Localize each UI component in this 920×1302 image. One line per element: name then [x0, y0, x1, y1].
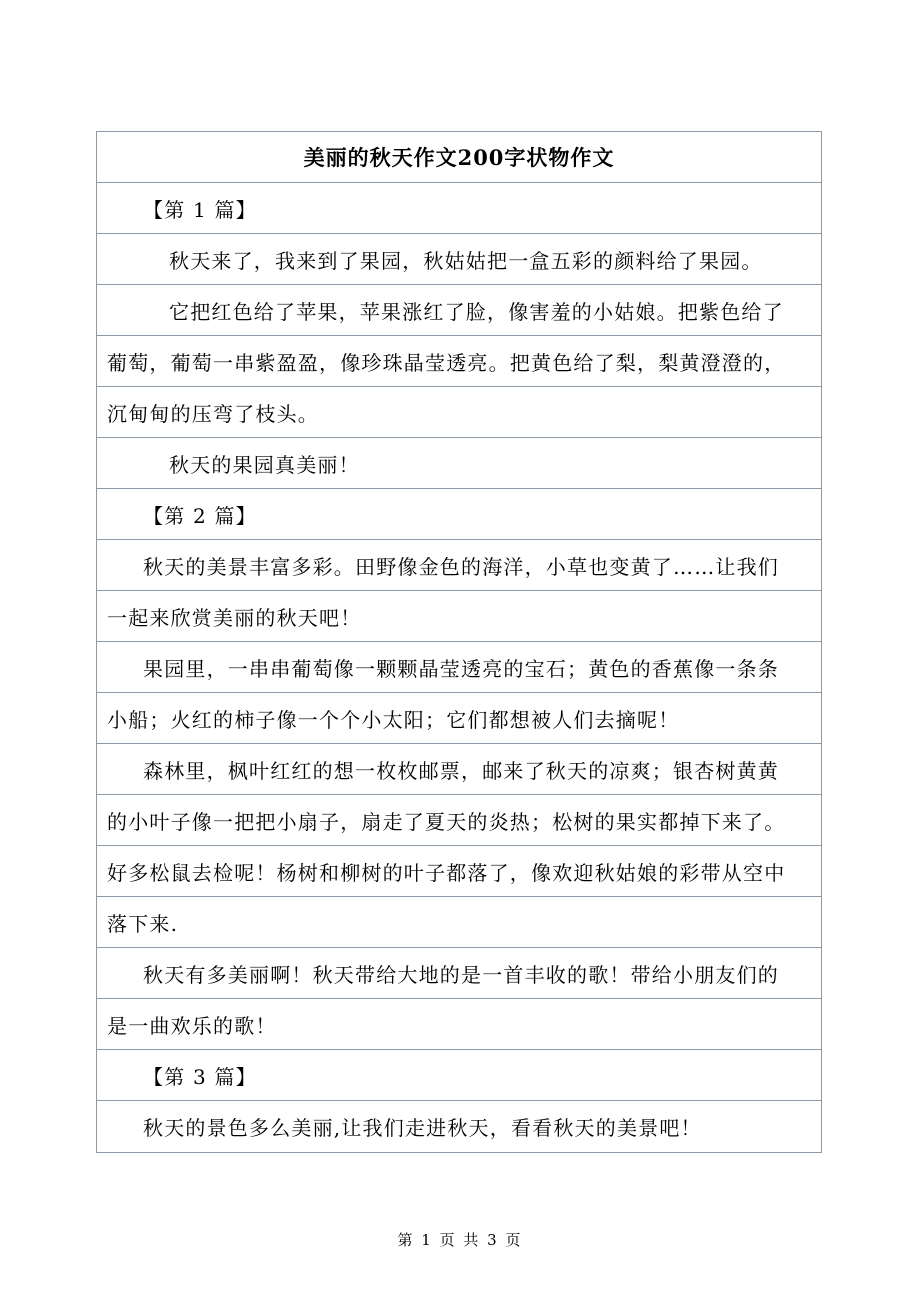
paragraph-line: 它把红色给了苹果，苹果涨红了脸，像害羞的小姑娘。把紫色给了: [97, 285, 821, 336]
section-heading-2: 【第 2 篇】: [97, 489, 821, 540]
paragraph-line: 秋天的果园真美丽！: [97, 438, 821, 489]
document-table: [96, 131, 822, 1153]
page-number-footer: 第 1 页 共 3 页: [397, 1231, 523, 1249]
document-title: 美丽的秋天作文200字状物作文: [97, 132, 821, 183]
paragraph-line: 果园里，一串串葡萄像一颗颗晶莹透亮的宝石；黄色的香蕉像一条条: [97, 642, 821, 693]
paragraph-line: 的小叶子像一把把小扇子，扇走了夏天的炎热；松树的果实都掉下来了。: [97, 795, 821, 846]
paragraph-line: 葡萄，葡萄一串紫盈盈，像珍珠晶莹透亮。把黄色给了梨，梨黄澄澄的，: [97, 336, 821, 387]
paragraph-line: 是一曲欢乐的歌！: [97, 999, 821, 1050]
paragraph-line: 秋天的美景丰富多彩。田野像金色的海洋，小草也变黄了……让我们: [97, 540, 821, 591]
paragraph-line: 秋天有多美丽啊！秋天带给大地的是一首丰收的歌！带给小朋友们的: [97, 948, 821, 999]
paragraph-line: 秋天的景色多么美丽,让我们走进秋天，看看秋天的美景吧！: [143, 1116, 702, 1140]
paragraph-line: 小船；火红的柿子像一个个小太阳；它们都想被人们去摘呢！: [97, 693, 821, 744]
paragraph-line: 一起来欣赏美丽的秋天吧！: [97, 591, 821, 642]
paragraph-line: 好多松鼠去检呢！杨树和柳树的叶子都落了，像欢迎秋姑娘的彩带从空中: [97, 846, 821, 897]
section-heading-3: 【第 3 篇】: [97, 1050, 821, 1101]
section-heading-1: 【第 1 篇】: [97, 183, 821, 234]
paragraph-line: 秋天来了，我来到了果园，秋姑姑把一盒五彩的颜料给了果园。: [97, 234, 821, 285]
paragraph-line: 落下来.: [97, 897, 821, 948]
paragraph-line: 森林里，枫叶红红的想一枚枚邮票，邮来了秋天的凉爽；银杏树黄黄: [97, 744, 821, 795]
paragraph-line: 沉甸甸的压弯了枝头。: [97, 387, 821, 438]
